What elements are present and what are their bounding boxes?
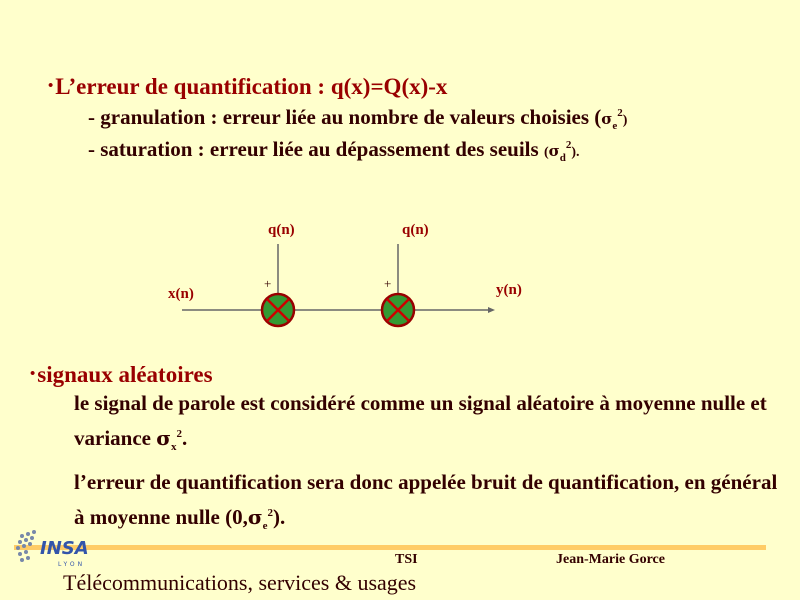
para1-text: le signal de parole est considéré comme un signal aléatoire à moyenne nulle et variance [74,391,767,450]
insa-logo [14,526,96,572]
insa-logo-graphic [14,526,96,572]
diagram-drawing [160,210,540,340]
superscript: 2 [176,428,182,440]
superscript: 2 [565,139,572,152]
quantization-noise-diagram [160,210,540,340]
quantization-error-heading: L’erreur de quantification : q(x)=Q(x)-x [55,74,448,99]
bullet: • [48,78,54,94]
footer-divider [14,545,766,550]
saturation-text: - saturation : erreur liée au dépassement des seuils [88,137,544,162]
bullet: • [30,366,36,382]
speech-signal-paragraph [74,388,790,463]
input-label: x(n) [168,286,194,302]
superscript: 2 [617,107,623,119]
q1-label: q(n) [268,222,295,238]
random-signals-title [30,362,790,388]
random-signals-section [30,362,790,542]
random-signals-heading: signaux aléatoires [37,362,213,387]
subscript: d [559,152,566,165]
quantization-noise-paragraph [74,467,790,542]
period: . [181,426,188,450]
subscript: x [170,441,177,454]
plus-sign-1: + [264,276,272,291]
para2-text: l’erreur de quantification sera donc appelée bruit de quantification, en général à moyenne nulle (0, [74,470,778,530]
plus-sign-2: + [384,276,392,291]
sigma-symbol: σ [247,505,263,530]
footer-tsi: TSI [395,552,418,567]
quantization-error-title [48,74,788,100]
quantization-error-section [48,74,788,164]
closing: ). [272,505,286,530]
subscript: e [262,520,268,533]
closing-paren: ). [571,145,580,161]
output-label: y(n) [496,282,522,298]
adder-node-2 [382,294,414,326]
arrow-head [488,307,495,313]
closing-paren: ) [622,113,628,128]
q2-label: q(n) [402,222,429,238]
logo-wordmark: INSA [40,538,89,559]
superscript: 2 [267,507,273,520]
sigma-symbol: σ [156,426,171,450]
subscript: e [612,120,618,133]
granulation-line [88,105,788,132]
saturation-line [88,137,788,164]
opening-paren: ( [543,145,549,161]
sigma-symbol: σ [548,142,560,161]
footer-author: Jean-Marie Gorce [556,552,665,567]
adder-node-1 [262,294,294,326]
footer-course-title: Télécommunications, services & usages [63,570,417,595]
sigma-symbol: σ [601,110,613,128]
logo-subtext: LYON [58,561,86,568]
granulation-text: - granulation : erreur liée au nombre de valeurs choisies ( [88,105,602,129]
